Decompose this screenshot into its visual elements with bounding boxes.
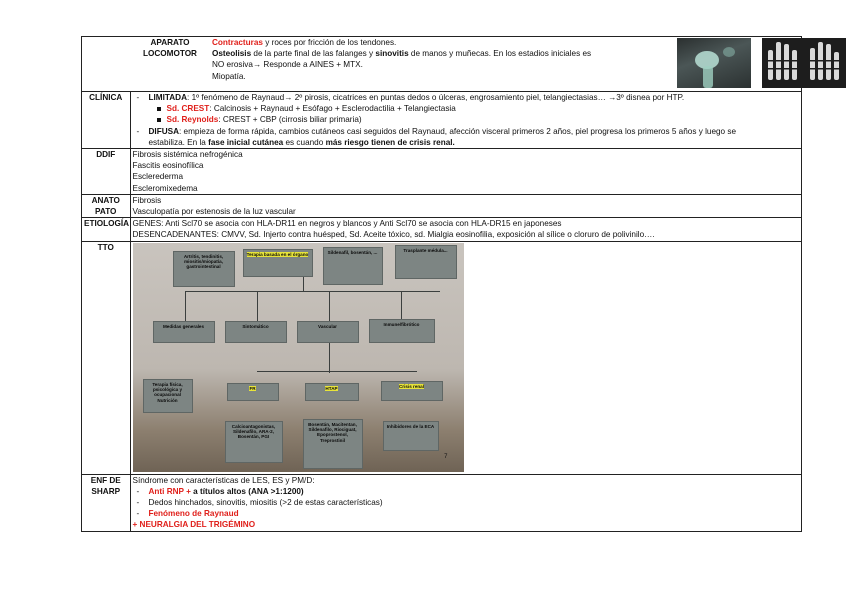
ddif-item: Esclerederma [132,172,184,182]
diagram-box: Terapia física, psicológica y ocupacional Nutrición [143,379,193,413]
label-tto: TTO [82,241,131,474]
row-sharp [82,474,802,531]
label-clinica: CLÍNICA [82,92,131,149]
label-anatopato: ANATO PATO [82,194,131,217]
sharp-content: Síndrome con características de LES, ES y PM/D: - Anti RNP + a títulos altos (ANA >1:1200) - Dedos hinchados, sinovitis, miositis (>2 de estas características) - Fenómeno de Raynaud + NEURALGIA DEL TRIGÉMINO [130,474,802,531]
diagram-box: Calcioantagonistas, Sildenafilo, ARA-2, Bosentán, PGI [225,421,283,463]
anatopato-content: Fibrosis Vasculopatía por estenosis de la luz vascular [130,194,802,217]
ddif-content [130,149,802,195]
diagram-box: Medidas generales [153,321,215,343]
document-table [81,36,802,532]
row-clinica [82,92,802,149]
row-aparato-locomotor [82,37,802,92]
diagram-box: Trasplante médula... [395,245,457,279]
diagram-box: Crisis renal [381,381,443,401]
label-sharp: ENF DE SHARP [82,474,131,531]
diagram-box-root: Terapia basada en el órgano [243,249,313,277]
row-tto [82,241,802,474]
locomotor-content: Contracturas y roces por fricción de los tendones. Osteolisis de la parte final de las falanges y sinovitis de manos y muñecas. En los estadios iniciales es NO erosiva→ Responde a AINES + MTX. Miopatía. [212,38,592,81]
diagram-box: Bosentán, Macitentan, Sildenafilo, Riociguat, Epoprostenol, Treprostinil [303,419,363,469]
diagram-box: FR [227,383,279,401]
ddif-item: Fibrosis sistémica nefrogénica [132,150,243,160]
xray-image-finger [677,38,751,88]
photo-page-number: 7 [444,454,448,461]
xray-image-hands [762,38,846,88]
diagram-box: Sildenafil, bosentán, ... [323,247,383,285]
label-aparato-locomotor: APARATO LOCOMOTOR [143,38,197,59]
treatment-diagram-photo [133,243,464,472]
diagram-box: Inmune/fibrótico [369,319,435,343]
row-ddif [82,149,802,195]
diagram-box: HTAP [305,383,359,401]
diagram-box: Vascular [297,321,359,343]
clinica-content: - LIMITADA: 1º fenómeno de Raynaud→ 2º pirosis, cicatrices en puntas dedos o úlceras, engrosamiento piel, telangiectasias… →3º disnea por HTP. Sd. CREST: Calcinosis + Raynaud + Esófago + Esclerodactilia + Telangiectasia Sd. Reynolds: CREST + CBP (cirrosis biliar primaria) - DIFUSA: empieza de forma rápida, cambios cutáneos casi seguidos del Raynaud, afección visceral primeros 2 años, piel progresa los primeros 5 años y luego se estabiliza. En la fase inicial cutánea es cuando más riesgo tienen de crisis renal. [130,92,802,149]
etiologia-content: GENES: Anti Scl70 se asocia con HLA-DR11 en negros y blancos y Anti Scl70 se asocia con HLA-DR15 en japoneses DESENCADENANTES: CMVV, Sd. Injerto contra huésped, Sd. Aceite tóxico, sd. Mialgia eosinofilia, exposición al sílice o cloruro de polivinilo…. [130,218,802,241]
row-anatopato [82,194,802,217]
label-etiologia: ETIOLOGÍA [82,218,131,241]
diagram-box: Sintomático [225,321,287,343]
diagram-box: Artritis, tendinitis, miositis/miopatía, gastrointestinal [173,251,235,287]
diagram-box: Inhibidores de la ECA [383,421,439,451]
tto-content [130,241,802,474]
row-etiologia [82,218,802,241]
label-ddif: DDIF [82,149,131,195]
ddif-item: Fascitis eosinofílica [132,161,204,171]
ddif-item: Escleromixedema [132,183,198,193]
